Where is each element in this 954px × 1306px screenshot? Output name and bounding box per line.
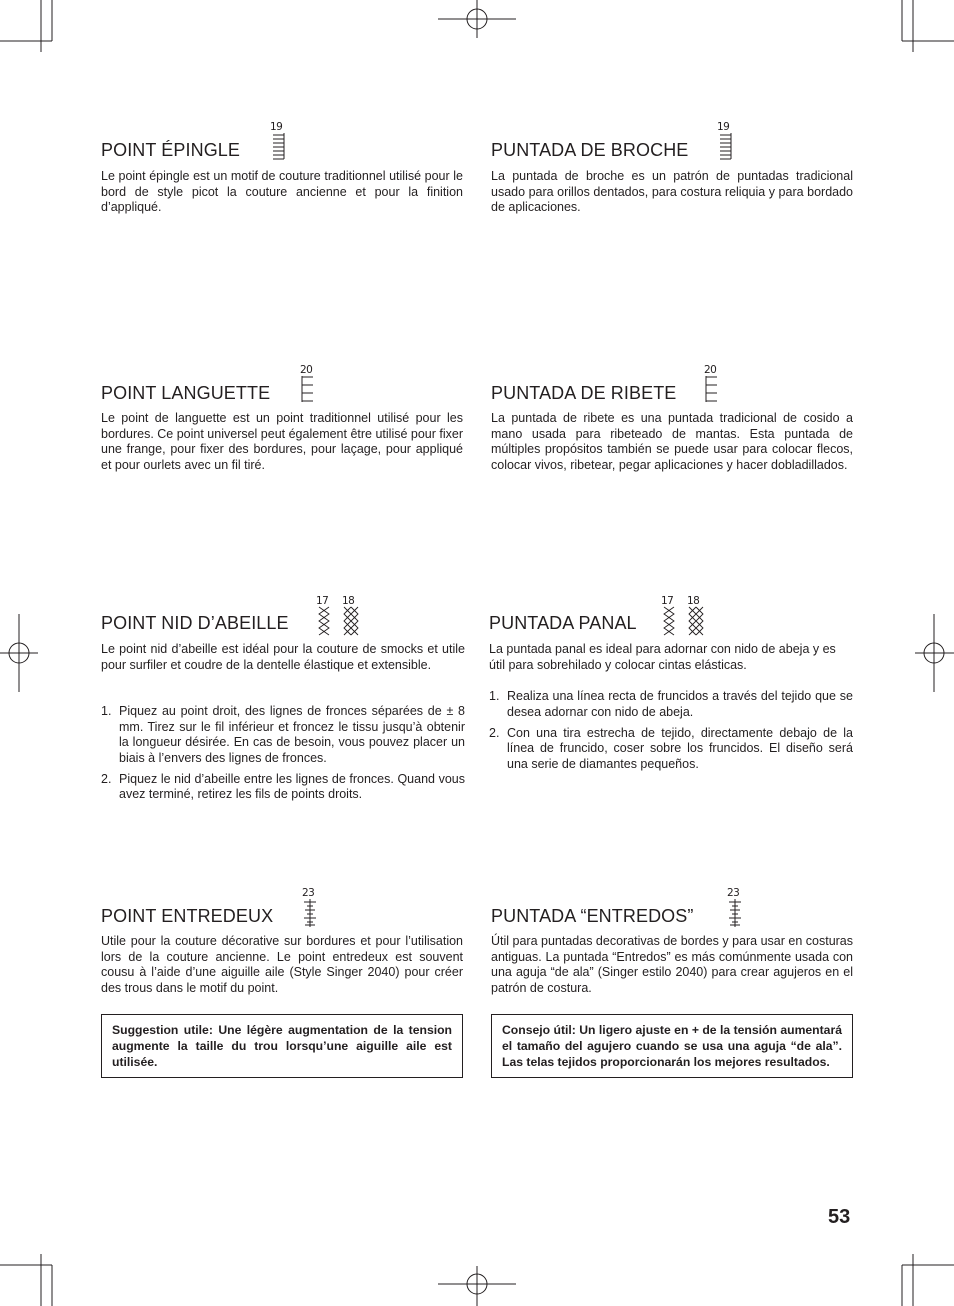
stitch-17-icon <box>661 596 683 638</box>
step-number: 1. <box>489 689 500 703</box>
section-title-puntada-panal: PUNTADA PANAL <box>489 613 637 633</box>
stitch-19-icon <box>717 122 737 162</box>
step-text: Con una tira estrecha de tejido, directamente debajo de la línea de fruncido, coser sobre los fruncidos. El diseño será una serie de diamantes pequeños. <box>507 725 853 771</box>
section-title-puntada-de-ribete: PUNTADA DE RIBETE <box>491 383 677 403</box>
stitch-number: 23 <box>727 887 740 899</box>
stitch-number: 23 <box>302 887 315 899</box>
section-body-puntada-entredos: Útil para puntadas decorativas de bordes y para usar en costuras antiguas. La puntada “Entredos” es más comúnmente usada con una aguja “de ala” (Singer estilo 2040) para crear agujeros en el patrón de costura. <box>491 934 854 995</box>
tip-box-suggestion-utile <box>101 1014 463 1078</box>
list-item <box>489 689 853 720</box>
entredeux-stitch-icon <box>727 898 743 928</box>
section-body-point-entredeux: Utile pour la couture décorative sur bordures et pour l’utilisation lors de la couture ancienne. Le point entredeux est souvent cousu à l’aide d’une aiguille aile (Style Singer 2040) pour créer des trous dans le motif du point. <box>101 934 463 995</box>
section-title-point-epingle: POINT ÉPINGLE <box>101 140 241 160</box>
stitch-number: 19 <box>270 121 283 133</box>
list-item <box>101 772 465 803</box>
section-title-puntada-entredos: PUNTADA “ENTREDOS” <box>491 906 694 926</box>
section-body-point-epingle: Le point épingle est un motif de couture traditionnel utilisé pour le bord de style picot la couture ancienne et pour la finition d’appliqué. <box>101 169 463 215</box>
list-item <box>489 726 853 773</box>
stitch-23-icon <box>727 888 747 930</box>
step-number: 1. <box>101 704 112 718</box>
stitch-number: 17 <box>316 595 329 607</box>
smocking-stitch-icon <box>316 606 332 636</box>
blanket-stitch-icon <box>300 375 316 403</box>
entredeux-stitch-icon <box>302 898 318 928</box>
stitch-17-icon <box>316 596 338 638</box>
stitch-number: 20 <box>300 364 313 376</box>
section-title-point-entredeux: POINT ENTREDEUX <box>101 906 274 926</box>
stitch-19-icon <box>270 122 290 162</box>
section-title-puntada-de-broche: PUNTADA DE BROCHE <box>491 140 689 160</box>
step-text: Realiza una línea recta de fruncidos a través del tejido que se desea adornar con nido de abeja. <box>507 689 853 719</box>
stitch-20-icon <box>704 365 724 405</box>
pin-stitch-icon <box>717 132 733 160</box>
tip-box-consejo-util <box>491 1014 853 1078</box>
section-body-puntada-panal: La puntada panal es ideal para adornar con nido de abeja y es útil para sobrehilado y colocar cintas elásticas. <box>489 642 836 672</box>
smocking-stitch-icon <box>661 606 677 636</box>
step-number: 2. <box>101 771 112 786</box>
blanket-stitch-icon <box>704 375 720 403</box>
stitch-number: 17 <box>661 595 674 607</box>
stitch-number: 18 <box>687 595 700 607</box>
steps-list-point-nid-abeille <box>101 704 465 809</box>
section-body-point-languette: Le point de languette est un point traditionnel utilisé pour les bordures. Ce point universel peut également être utilisé pour fixer une frange, pour fixer des bordures, pour laçage, pour appliqué et pour ourlets avec un fil tiré. <box>101 411 464 472</box>
tip-text: Suggestion utile: Une légère augmentation de la tension augmente la taille du trou lorsqu’une aiguille aile est utilisée. <box>112 1023 452 1069</box>
section-body-puntada-de-ribete: La puntada de ribete es una puntada tradicional de cosido a mano usada para ribeteado de mantas. Esta puntada de múltiples propósitos también se puede usar para colocar flecos, colocar vivos, ribetear, pegar aplicaciones y hacer dobladillados. <box>491 411 853 472</box>
stitch-18-icon <box>342 596 364 638</box>
stitch-18-icon <box>687 596 709 638</box>
smocking-stitch-icon <box>342 606 360 636</box>
step-text: Piquez au point droit, des lignes de fronces séparées de ± 8 mm. Tirez sur le fil inférieur et froncez le tissu jusqu’à obtenir la longueur désirée. En cas de besoin, vous pouvez placer un biais à l’envers des lignes de fronces. <box>119 704 465 765</box>
stitch-number: 19 <box>717 121 730 133</box>
section-body-point-nid-abeille: Le point nid d’abeille est idéal pour la couture de smocks et utile pour surfiler et coudre de la dentelle élastique et extensible. <box>101 642 465 672</box>
step-number: 2. <box>489 725 500 740</box>
page-number: 53 <box>828 1206 851 1228</box>
steps-list-puntada-panal <box>489 689 853 778</box>
list-item <box>101 704 465 766</box>
section-title-point-nid-abeille: POINT NID D’ABEILLE <box>101 613 289 633</box>
pin-stitch-icon <box>270 132 286 160</box>
smocking-stitch-icon <box>687 606 705 636</box>
step-text: Piquez le nid d’abeille entre les lignes de fronces. Quand vous avez terminé, retirez les fils de points droits. <box>119 771 465 802</box>
stitch-number: 18 <box>342 595 355 607</box>
stitch-number: 20 <box>704 364 717 376</box>
tip-text: Consejo útil: Un ligero ajuste en + de la tensión aumentará el tamaño del agujero cuando se usa una aguja “de ala”. Las telas tejidos proporcionarán los mejores resultados. <box>502 1023 842 1069</box>
section-title-point-languette: POINT LANGUETTE <box>101 383 271 403</box>
section-body-puntada-de-broche: La puntada de broche es un patrón de puntadas tradicional usado para orillos dentados, para costura reliquia y para bordado de aplicaciones. <box>491 169 853 215</box>
stitch-20-icon <box>300 365 320 405</box>
stitch-23-icon <box>302 888 322 930</box>
